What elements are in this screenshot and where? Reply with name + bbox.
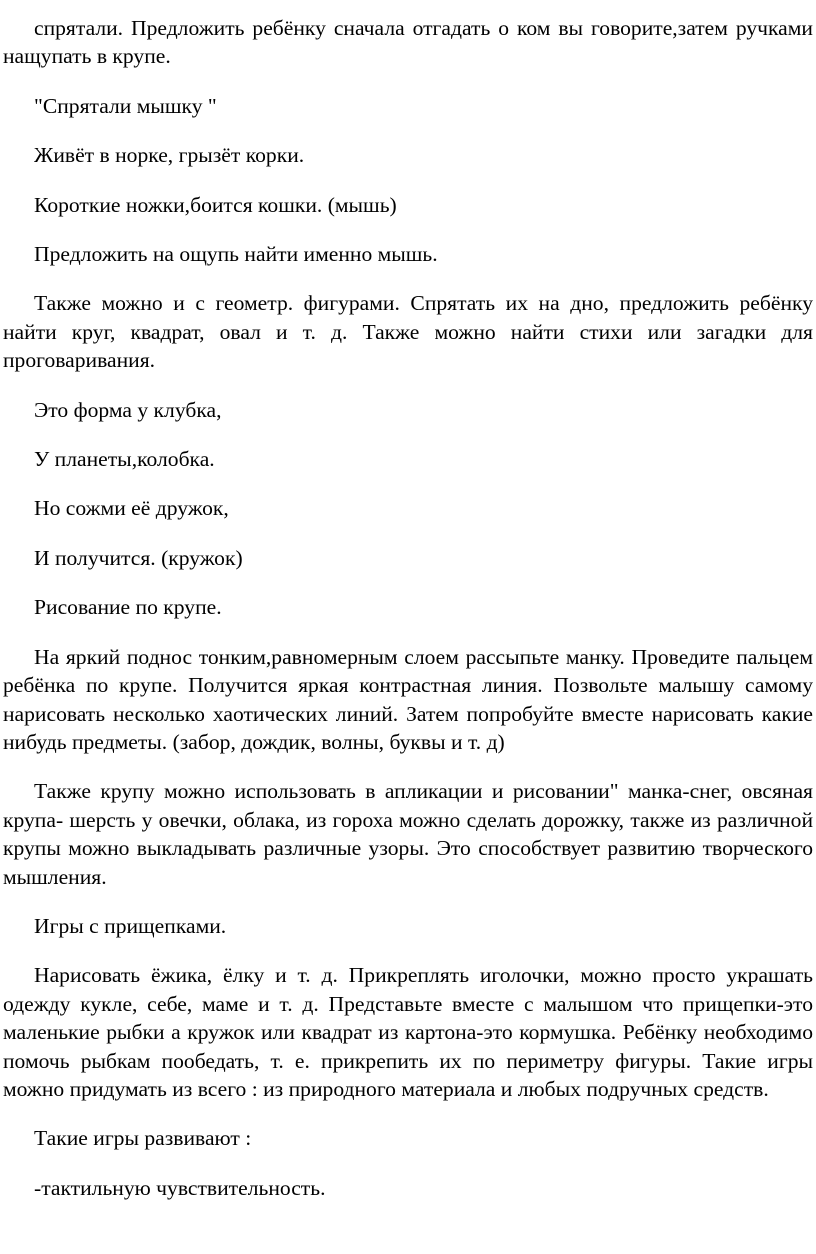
list-item: -тактильную чувствительность. — [34, 1175, 326, 1200]
paragraph: Нарисовать ёжика, ёлку и т. д. Прикреплять иголочки, можно просто украшать одежду кукле, себе, маме и т. д. Представьте вместе с малышом что прищепки-это маленькие рыбки а кружок или квадрат из картона-это кормушка. Ребёнку необходимо помочь рыбкам пообедать, т. е. прикрепить их по периметру фигуры. Такие игры можно придумать из всего : из природного материала и любых подручных средств. — [3, 963, 813, 1101]
section-heading: Рисование по крупе. — [34, 595, 222, 620]
riddle-line: Короткие ножки,боится кошки. (мышь) — [34, 192, 397, 217]
paragraph: Такие игры развивают : — [34, 1126, 252, 1151]
section-heading: Игры с прищепками. — [34, 913, 227, 938]
poem-line: И получится. (кружок) — [34, 545, 243, 570]
paragraph: На яркий поднос тонким,равномерным слоем рассыпьте манку. Проведите пальцем ребёнка по крупе. Получится яркая контрастная линия. Позвольте малышу самому нарисовать несколько хаотических линий. Затем попробуйте вместе нарисовать какие нибудь предметы. (забор, дождик, волны, буквы и т. д) — [3, 644, 813, 754]
poem-line: Но сожми её дружок, — [34, 496, 229, 521]
riddle-title: "Спрятали мышку " — [34, 93, 217, 118]
poem-line: Это форма у клубка, — [34, 397, 222, 422]
poem-line: У планеты,колобка. — [34, 447, 215, 472]
riddle-line: Живёт в норке, грызёт корки. — [34, 143, 305, 168]
paragraph: Также крупу можно использовать в апликации и рисовании" манка-снег, овсяная крупа- шерсть у овечки, облака, из гороха можно сделать дорожку, также из различной крупы можно выкладывать различные узоры. Это способствует развитию творческого мышления. — [3, 779, 813, 889]
paragraph: Также можно и с геометр. фигурами. Спрятать их на дно, предложить ребёнку найти круг, квадрат, овал и т. д. Также можно найти стихи или загадки для проговаривания. — [3, 291, 813, 373]
paragraph-continuation: спрятали. Предложить ребёнку сначала отгадать о ком вы говорите,затем ручками нащупать в крупе. — [3, 16, 813, 69]
paragraph: Предложить на ощупь найти именно мышь. — [34, 242, 438, 267]
